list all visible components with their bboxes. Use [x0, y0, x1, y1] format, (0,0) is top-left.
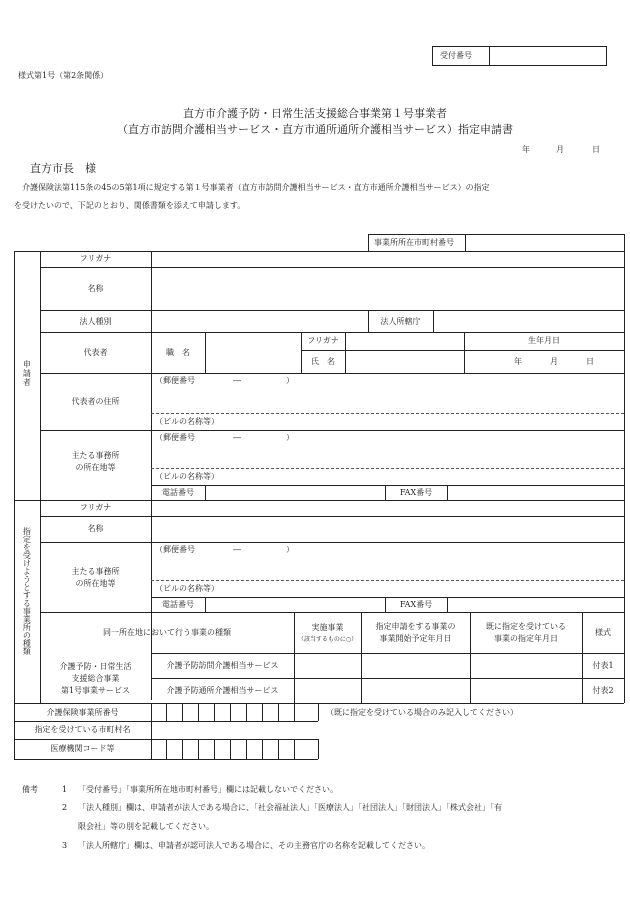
service-group-1: 介護予防・日常生活 [59, 662, 132, 671]
date-month: 月 [556, 145, 564, 154]
phone-field[interactable] [207, 487, 383, 498]
designated-postal-label: （郵便番号 [155, 545, 195, 554]
medical-code-field[interactable] [152, 741, 317, 758]
main-office-label-2: の所在地等 [75, 463, 116, 472]
rep-building-label: （ビルの名称等） [155, 417, 219, 426]
office-name-label: 名称 [87, 524, 104, 533]
main-office-label-1: 主たる事務所 [71, 451, 120, 460]
appendix-2: 付表2 [592, 686, 614, 695]
designated-postal-close: ） [286, 545, 294, 554]
fax-label: FAX番号 [399, 488, 433, 497]
position-field[interactable] [207, 334, 299, 371]
intro-line1: 介護保険法第115条の45の5第1項に規定する第１号事業者（直方市訪問介護相当サービス・直方市通所介護相当サービス）の指定 [22, 183, 490, 192]
existing-header-1: 既に指定を受けている [486, 622, 566, 631]
applicant-section-label: 申請者 [22, 360, 32, 387]
designated-office-label-1: 主たる事務所 [71, 567, 120, 576]
form-column-header: 様式 [595, 628, 611, 637]
main-office-address-field[interactable] [153, 445, 622, 466]
designated-phone-field[interactable] [207, 599, 383, 610]
designating-city-field[interactable] [152, 723, 317, 738]
office-postal-dash: ― [233, 433, 241, 442]
rep-furigana-label: フリガナ [307, 336, 339, 345]
note-2-line1: 「法人種別」欄は、申請者が法人である場合に、「社会福祉法人」「医療法人」「社団法人」「財団法人」「株式会社」「有 [78, 803, 502, 812]
note-1-number: 1 [62, 785, 68, 794]
rep-postal-dash: ― [233, 376, 241, 385]
fax-field[interactable] [449, 487, 622, 498]
furigana-label: フリガナ [79, 254, 112, 263]
office-furigana-label: フリガナ [79, 503, 112, 512]
birth-day: 日 [586, 357, 594, 366]
designated-section-label: 指定を受けようとする事業所の種類 [22, 527, 32, 655]
municipality-code-label: 事業所所在市町村番号 [374, 238, 454, 247]
phone-label: 電話番号 [162, 488, 194, 497]
form-title-line1: 直方市介護予防・日常生活支援総合事業第１号事業者 [183, 107, 447, 120]
service-daycare-label: 介護予防通所介護相当サービス [166, 686, 279, 695]
corp-type-field[interactable] [153, 312, 366, 330]
appendix-1: 付表1 [592, 661, 614, 670]
rep-name-label: 氏 名 [311, 357, 335, 366]
intro-line2: を受けたいので、下記のとおり、関係書類を添えて申請します。 [14, 201, 246, 210]
medical-code-label: 医療機関コード等 [50, 744, 115, 753]
position-label: 職 名 [166, 348, 190, 357]
note-2-number: 2 [62, 803, 68, 812]
corp-authority-label: 法人所轄庁 [380, 317, 421, 326]
date-day: 日 [592, 145, 600, 154]
designated-postal-dash: ― [233, 545, 241, 554]
designated-office-label-2: の所在地等 [75, 579, 116, 588]
name-label: 名称 [87, 284, 104, 293]
representative-label: 代表者 [83, 348, 108, 357]
insurance-number-label: 介護保険事業所番号 [46, 708, 119, 717]
designated-fax-field[interactable] [449, 599, 622, 610]
rep-name-field[interactable] [347, 334, 462, 371]
designating-city-label: 指定を受けている市町村名 [34, 725, 131, 734]
service-visit-implementation[interactable] [296, 655, 359, 676]
insurance-number-note: （既に指定を受けている場合のみ記入してください） [326, 708, 518, 717]
birthdate-label: 生年月日 [528, 336, 560, 345]
other-services-label: 同一所在地において行う事業の種類 [103, 628, 231, 637]
note-3: 「法人所轄庁」欄は、申請者が認可法人である場合に、その主務官庁の名称を記載してください。 [78, 841, 430, 850]
corp-authority-field[interactable] [435, 312, 622, 330]
addressee: 直方市長 様 [30, 162, 96, 175]
municipality-code-field[interactable] [467, 236, 622, 249]
start-date-header-2: 事業開始予定年月日 [379, 634, 452, 643]
date-year: 年 [522, 145, 530, 154]
corp-type-label: 法人種別 [79, 317, 112, 326]
designated-address-field[interactable] [153, 557, 622, 578]
implementation-note: （該当するものに○） [297, 636, 358, 643]
service-group-2: 支援総合事業 [71, 674, 120, 683]
note-1: 「受付番号」「事業所所在地市町村番号」欄には記載しないでください。 [78, 785, 338, 794]
designated-fax-label: FAX番号 [399, 600, 433, 609]
office-postal-close: ） [286, 433, 294, 442]
form-title-line2: （直方市訪問介護相当サービス・直方市通所通所介護相当サービス）指定申請書 [117, 123, 513, 136]
office-furigana-field[interactable] [153, 502, 622, 514]
note-3-number: 3 [62, 841, 68, 850]
receipt-number-field[interactable] [495, 52, 600, 62]
rep-address-field[interactable] [153, 388, 622, 411]
service-daycare-implementation[interactable] [296, 680, 359, 701]
designated-phone-label: 電話番号 [162, 600, 194, 609]
service-group-3: 第1号事業サービス [60, 686, 131, 695]
service-visit-label: 介護予防訪問介護相当サービス [166, 661, 279, 670]
furigana-field[interactable] [153, 253, 622, 265]
form-number: 様式第1号（第2条関係） [18, 71, 109, 80]
office-postal-label: （郵便番号 [155, 433, 195, 442]
start-date-header-1: 指定申請をする事業の [375, 622, 456, 631]
rep-postal-close: ） [286, 376, 294, 385]
birth-year: 年 [514, 357, 522, 366]
receipt-number-label: 受付番号 [440, 51, 472, 60]
name-field[interactable] [153, 269, 622, 308]
note-2-line2: 限会社」等の別を記載してください。 [78, 822, 214, 831]
notes-heading: 備考 [22, 785, 38, 794]
birth-month: 月 [550, 357, 558, 366]
rep-postal-label: （郵便番号 [155, 376, 195, 385]
designated-building-label: （ビルの名称等） [155, 584, 219, 593]
existing-header-2: 事業の指定年月日 [494, 634, 558, 643]
insurance-number-field[interactable] [152, 705, 317, 720]
rep-address-label: 代表者の住所 [71, 397, 120, 406]
office-name-field[interactable] [153, 518, 622, 540]
implementation-header: 実施事業 [311, 623, 344, 632]
office-building-label: （ビルの名称等） [155, 472, 219, 481]
